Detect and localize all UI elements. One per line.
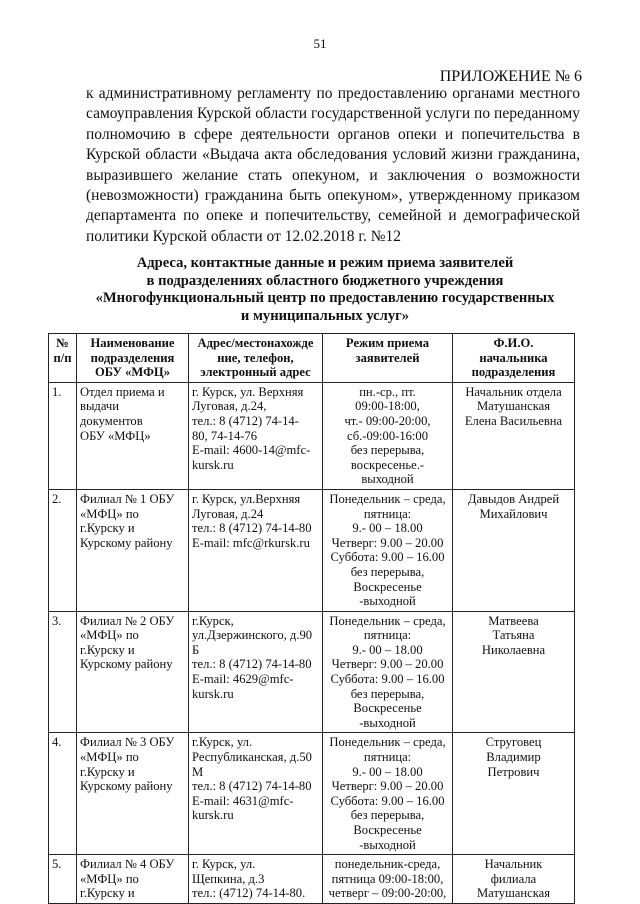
office-head-line: Владимир <box>486 750 541 765</box>
office-name-line: г.Курску и <box>80 886 135 901</box>
office-address-line: г.Курск, <box>192 613 234 628</box>
office-address-line: kursk.ru <box>192 808 234 823</box>
office-schedule-line: Четверг: 9.00 – 20.00 <box>331 657 444 672</box>
table-header <box>49 334 575 383</box>
office-schedule-cell <box>323 611 453 733</box>
col-address-header-line: электронный адрес <box>200 365 311 380</box>
table-row <box>49 733 575 855</box>
office-schedule-line: Воскресенье -выходной <box>353 579 422 609</box>
office-address-line: тел.: 8 (4712) 74-14- <box>192 413 299 428</box>
table-row <box>49 382 575 489</box>
office-schedule-line: без перерыва, <box>350 564 425 579</box>
office-address-line: г. Курск, ул.Верхняя <box>192 491 301 506</box>
office-schedule-line: пятница: <box>363 506 412 521</box>
office-name-line: выдачи <box>80 399 119 414</box>
row-number-line: 5. <box>52 857 62 872</box>
office-head-line: Михайлович <box>479 506 548 521</box>
office-head-line: Татьяна <box>492 628 535 643</box>
office-address-line: E-mail: mfc@rkursk.ru <box>192 535 310 550</box>
office-head-line: филиала <box>490 871 537 886</box>
office-name-line: г.Курску и <box>80 764 135 779</box>
office-name-line: «МФЦ» по <box>80 628 139 643</box>
office-name-line: г.Курску и <box>80 521 135 536</box>
office-schedule-line: Понедельник – среда, <box>329 491 446 506</box>
office-address-cell <box>189 382 323 489</box>
office-head-line: Начальник <box>484 857 543 872</box>
office-head-line: Матушанская <box>476 399 551 414</box>
office-schedule-line: Суббота: 9.00 – 16.00 <box>330 672 445 687</box>
office-name-cell <box>77 489 189 611</box>
col-address-header-line: Адрес/местонахожде <box>197 336 314 350</box>
row-number-cell <box>49 489 77 611</box>
office-name-line: Курскому району <box>80 657 173 672</box>
office-head-line: Начальник отдела <box>465 384 562 399</box>
office-name-line: ОБУ «МФЦ» <box>80 428 151 443</box>
office-schedule-cell <box>323 382 453 489</box>
office-name-line: Филиал № 3 ОБУ <box>80 735 175 750</box>
office-schedule-line: пн.-ср., пт. <box>359 384 416 399</box>
office-name-line: Филиал № 2 ОБУ <box>80 613 175 628</box>
col-head-header-line: Ф.И.О. <box>493 336 534 350</box>
office-head-line: Давыдов Андрей <box>467 491 560 506</box>
office-address-line: тел.: 8 (4712) 74-14-80 <box>192 521 312 536</box>
office-head-line: Николаевна <box>481 642 546 657</box>
office-address-line: 80, 74-14-76 <box>192 428 258 443</box>
table-row <box>49 855 575 904</box>
office-address-line: Республиканская, д.50 <box>192 750 312 765</box>
office-schedule-line: Понедельник – среда, <box>329 613 446 628</box>
row-number-line: 2. <box>52 491 62 506</box>
office-address-line: тел.: 8 (4712) 74-14-80 <box>192 779 312 794</box>
office-address-line: Луговая, д.24, <box>192 399 267 414</box>
office-address-line: Щепкина, д.3 <box>192 871 265 886</box>
heading-line: в подразделениях областного бюджетного учреждения <box>146 272 504 289</box>
heading-line: Адреса, контактные данные и режим приема заявителей <box>136 255 514 271</box>
office-address-line: E-mail: 4629@mfc- <box>192 672 294 687</box>
office-name-cell <box>77 855 189 904</box>
office-name-line: Филиал № 1 ОБУ <box>80 491 175 506</box>
col-office-name-header-line: Наименование <box>90 336 175 350</box>
heading-line: и муниципальных услуг» <box>240 307 410 324</box>
office-name-line: г.Курску и <box>80 642 135 657</box>
office-schedule-line: без перерыва, <box>350 443 425 458</box>
office-schedule-line: без перерыва, <box>350 686 425 701</box>
office-address-cell <box>189 855 323 904</box>
col-address-header <box>189 334 323 383</box>
office-head-line: Петрович <box>487 764 540 779</box>
row-number-cell <box>49 611 77 733</box>
intro-paragraph: к административному регламенту по предоставлению органами местного самоуправления Курской области государственной услуги по переданному полномочию в сфере деятельности органов опеки и попечительства в Курской области «Выдача акта обследования условий жизни гражданина, выразившего желание стать опекуном, и заключения о возможности (невозможности) гражданина быть опекуном», утвержденному приказом департамента по опеке и попечительству, семейной и демографической политики Курской области от 12.02.2018 г. №12 <box>86 85 580 245</box>
office-address-line: Луговая, д.24 <box>192 506 264 521</box>
office-schedule-line: Понедельник – среда, <box>329 735 446 750</box>
office-schedule-line: четверг – 09:00-20:00, <box>328 886 447 901</box>
col-office-name-header <box>77 334 189 383</box>
office-address-cell <box>189 611 323 733</box>
office-name-cell <box>77 733 189 855</box>
office-schedule-cell <box>323 733 453 855</box>
office-schedule-line: понедельник-среда, <box>334 857 441 872</box>
office-address-line: г.Курск, ул. <box>192 735 253 750</box>
document-heading <box>60 255 590 325</box>
heading-line: «Многофункциональный центр по предоставлению государственных <box>95 290 555 307</box>
office-address-line: М <box>192 764 204 779</box>
table-body <box>49 382 575 903</box>
office-name-line: документов <box>80 413 143 428</box>
col-schedule-header-line: заявителей <box>355 350 420 365</box>
office-schedule-line: 9.- 00 – 18.00 <box>352 521 423 536</box>
col-office-name-header-line: подразделения <box>90 350 175 365</box>
office-head-cell <box>453 382 575 489</box>
row-number-line: 4. <box>52 735 62 750</box>
table-header-row <box>49 334 575 383</box>
office-schedule-line: Суббота: 9.00 – 16.00 <box>330 550 445 565</box>
office-address-line: ул.Дзержинского, д.90 <box>192 628 313 643</box>
office-address-line: тел.: (4712) 74-14-80. <box>192 886 306 901</box>
row-number-line: 3. <box>52 613 62 628</box>
row-number-line: 1. <box>52 384 62 399</box>
office-schedule-cell <box>323 855 453 904</box>
row-number-cell <box>49 733 77 855</box>
office-schedule-line: 9.- 00 – 18.00 <box>352 764 423 779</box>
office-name-line: Филиал № 4 ОБУ <box>80 857 175 872</box>
office-name-cell <box>77 382 189 489</box>
office-address-line: Б <box>192 642 200 657</box>
office-name-line: «МФЦ» по <box>80 871 139 886</box>
office-schedule-line: Воскресенье -выходной <box>353 823 422 852</box>
office-address-line: kursk.ru <box>192 457 234 472</box>
col-schedule-header-line: Режим приема <box>345 336 430 350</box>
office-schedule-line: чт.- 09:00-20:00, <box>344 413 431 428</box>
office-name-line: «МФЦ» по <box>80 750 139 765</box>
office-address-line: г. Курск, ул. <box>192 857 256 872</box>
office-schedule-line: Суббота: 9.00 – 16.00 <box>330 793 445 808</box>
table-row <box>49 611 575 733</box>
office-name-cell <box>77 611 189 733</box>
row-number-cell <box>49 855 77 904</box>
office-name-line: Курскому району <box>80 779 173 794</box>
col-head-header <box>453 334 575 383</box>
office-name-line: «МФЦ» по <box>80 506 139 521</box>
office-address-line: г. Курск, ул. Верхняя <box>192 384 304 399</box>
col-number-header-line: № <box>56 336 69 350</box>
office-schedule-line: без перерыва, <box>350 808 425 823</box>
col-schedule-header <box>323 334 453 383</box>
office-schedule-cell <box>323 489 453 611</box>
col-head-header-line: начальника <box>479 350 548 365</box>
office-schedule-line: пятница 09:00-18:00, <box>331 871 444 886</box>
office-schedule-line: Четверг: 9.00 – 20.00 <box>331 535 444 550</box>
office-address-cell <box>189 489 323 611</box>
office-address-line: E-mail: 4600-14@mfc- <box>192 443 311 458</box>
table-row <box>49 489 575 611</box>
office-head-line: Елена Васильевна <box>464 413 563 428</box>
office-head-line: Матушанская <box>476 886 551 901</box>
row-number-cell <box>49 382 77 489</box>
office-head-line: Матвеева <box>488 613 539 628</box>
office-schedule-line: Воскресенье -выходной <box>353 701 422 730</box>
office-head-cell <box>453 733 575 855</box>
office-schedule-line: 09:00-18:00, <box>355 399 420 414</box>
page-number: 51 <box>313 36 327 51</box>
office-head-cell <box>453 611 575 733</box>
office-head-line: Струговец <box>485 735 542 750</box>
office-schedule-line: пятница: <box>363 628 412 643</box>
office-schedule-line: Четверг: 9.00 – 20.00 <box>331 779 444 794</box>
office-name-line: Отдел приема и <box>80 384 165 399</box>
col-address-header-line: ние, телефон, <box>217 350 294 365</box>
office-schedule-line: воскресенье.- выходной <box>350 457 425 487</box>
office-head-cell <box>453 489 575 611</box>
office-address-line: E-mail: 4631@mfc- <box>192 793 294 808</box>
office-head-cell <box>453 855 575 904</box>
mfc-offices-table <box>48 333 575 904</box>
office-schedule-line: пятница: <box>363 750 412 765</box>
office-address-cell <box>189 733 323 855</box>
office-schedule-line: сб.-09:00-16:00 <box>346 428 429 443</box>
appendix-title: ПРИЛОЖЕНИЕ № 6 <box>439 68 582 85</box>
col-office-name-header-line: ОБУ «МФЦ» <box>95 365 170 380</box>
office-address-line: тел.: 8 (4712) 74-14-80 <box>192 657 312 672</box>
office-schedule-line: 9.- 00 – 18.00 <box>352 642 423 657</box>
office-address-line: kursk.ru <box>192 686 234 701</box>
office-name-line: Курскому району <box>80 535 173 550</box>
col-number-header <box>49 334 77 383</box>
col-head-header-line: подразделения <box>471 365 556 380</box>
col-number-header-line: п/п <box>53 350 72 365</box>
